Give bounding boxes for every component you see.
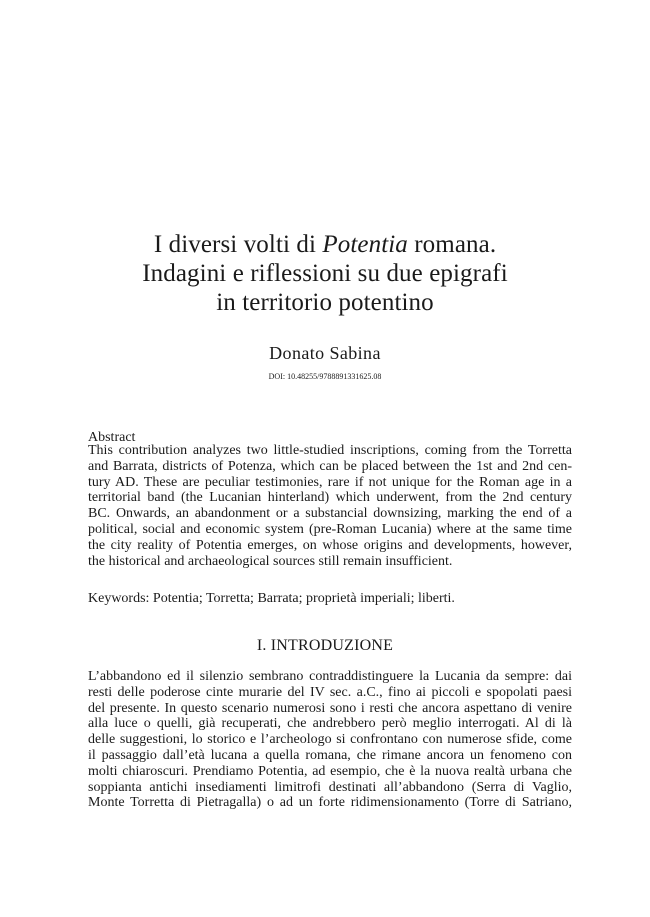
abstract-line: This contribution analyzes two little-studied inscriptions, coming from the Torretta bbox=[88, 443, 572, 458]
body-line: resti delle poderose cinte murarie del IV sec. a.C., fino ai piccoli e spopolati paesi bbox=[88, 684, 572, 700]
abstract-line: the city reality of Potentia emerges, on whose origins and developments, however, bbox=[88, 537, 572, 553]
title-line-2: Indagini e riflessioni su due epigrafi bbox=[142, 260, 508, 287]
body-line: alla luce o quelli, già recuperati, che andrebbero però meglio interrogati. Al di là bbox=[88, 716, 572, 732]
body-line: il passaggio dall’età lucana a quella romana, che rimane ancora un fenomeno con bbox=[88, 747, 572, 763]
body-line: soppianta antichi insediamenti limitrofi destinati all’abbandono (Serra di Vaglio, bbox=[88, 779, 572, 795]
abstract-line: political, social and economic system (pre-Roman Lucania) where at the same time bbox=[88, 521, 572, 537]
keywords: Keywords: Potentia; Torretta; Barrata; proprietà imperiali; liberti. bbox=[88, 591, 455, 606]
title-line-1-end: romana. bbox=[407, 231, 497, 258]
body-line: delle suggestioni, lo storico e l’archeologo si confrontano con numerose sfide, come bbox=[88, 732, 572, 748]
doi-text: DOI: 10.48255/9788891331625.08 bbox=[268, 372, 382, 381]
title-line-3: in territorio potentino bbox=[216, 289, 434, 316]
author-name: Donato Sabina bbox=[269, 343, 381, 363]
title-line-1 bbox=[0, 230, 650, 259]
section-heading: I. INTRODUZIONE bbox=[256, 637, 394, 654]
paper-title bbox=[0, 230, 650, 317]
abstract-line: the historical and archaeological sources still remain insufficient. bbox=[88, 553, 453, 569]
body-line: L’abbandono ed il silenzio sembrano contraddistinguere la Lucania da sempre: dai bbox=[88, 669, 572, 684]
abstract-label: Abstract bbox=[88, 430, 136, 445]
title-line-1-start: I diversi volti di bbox=[153, 231, 323, 258]
body-line: del presente. In questo scenario numerosi sono i resti che ancora aspettano di venire bbox=[88, 700, 572, 716]
body-line: Monte Torretta di Pietragalla) o ad un forte ridimensionamento (Torre di Satriano, bbox=[88, 795, 572, 811]
abstract-line: and Barrata, districts of Potenza, which can be placed between the 1st and 2nd cen- bbox=[88, 458, 572, 474]
title-italic-potentia: Potentia bbox=[322, 231, 408, 258]
body-line: molti chiaroscuri. Prendiamo Potentia, ad esempio, che è la nuova realtà urbana che bbox=[88, 763, 572, 779]
section-body bbox=[88, 669, 572, 811]
abstract-line: BC. Onwards, an abandonment or a substancial downsizing, marking the end of a bbox=[88, 506, 572, 522]
abstract-line: tury AD. These are peculiar testimonies, rare if not unique for the Roman age in a bbox=[88, 474, 572, 490]
abstract-line: territorial band (the Lucanian hinterland) which underwent, from the 2nd century bbox=[88, 490, 572, 506]
abstract-body bbox=[88, 443, 572, 569]
